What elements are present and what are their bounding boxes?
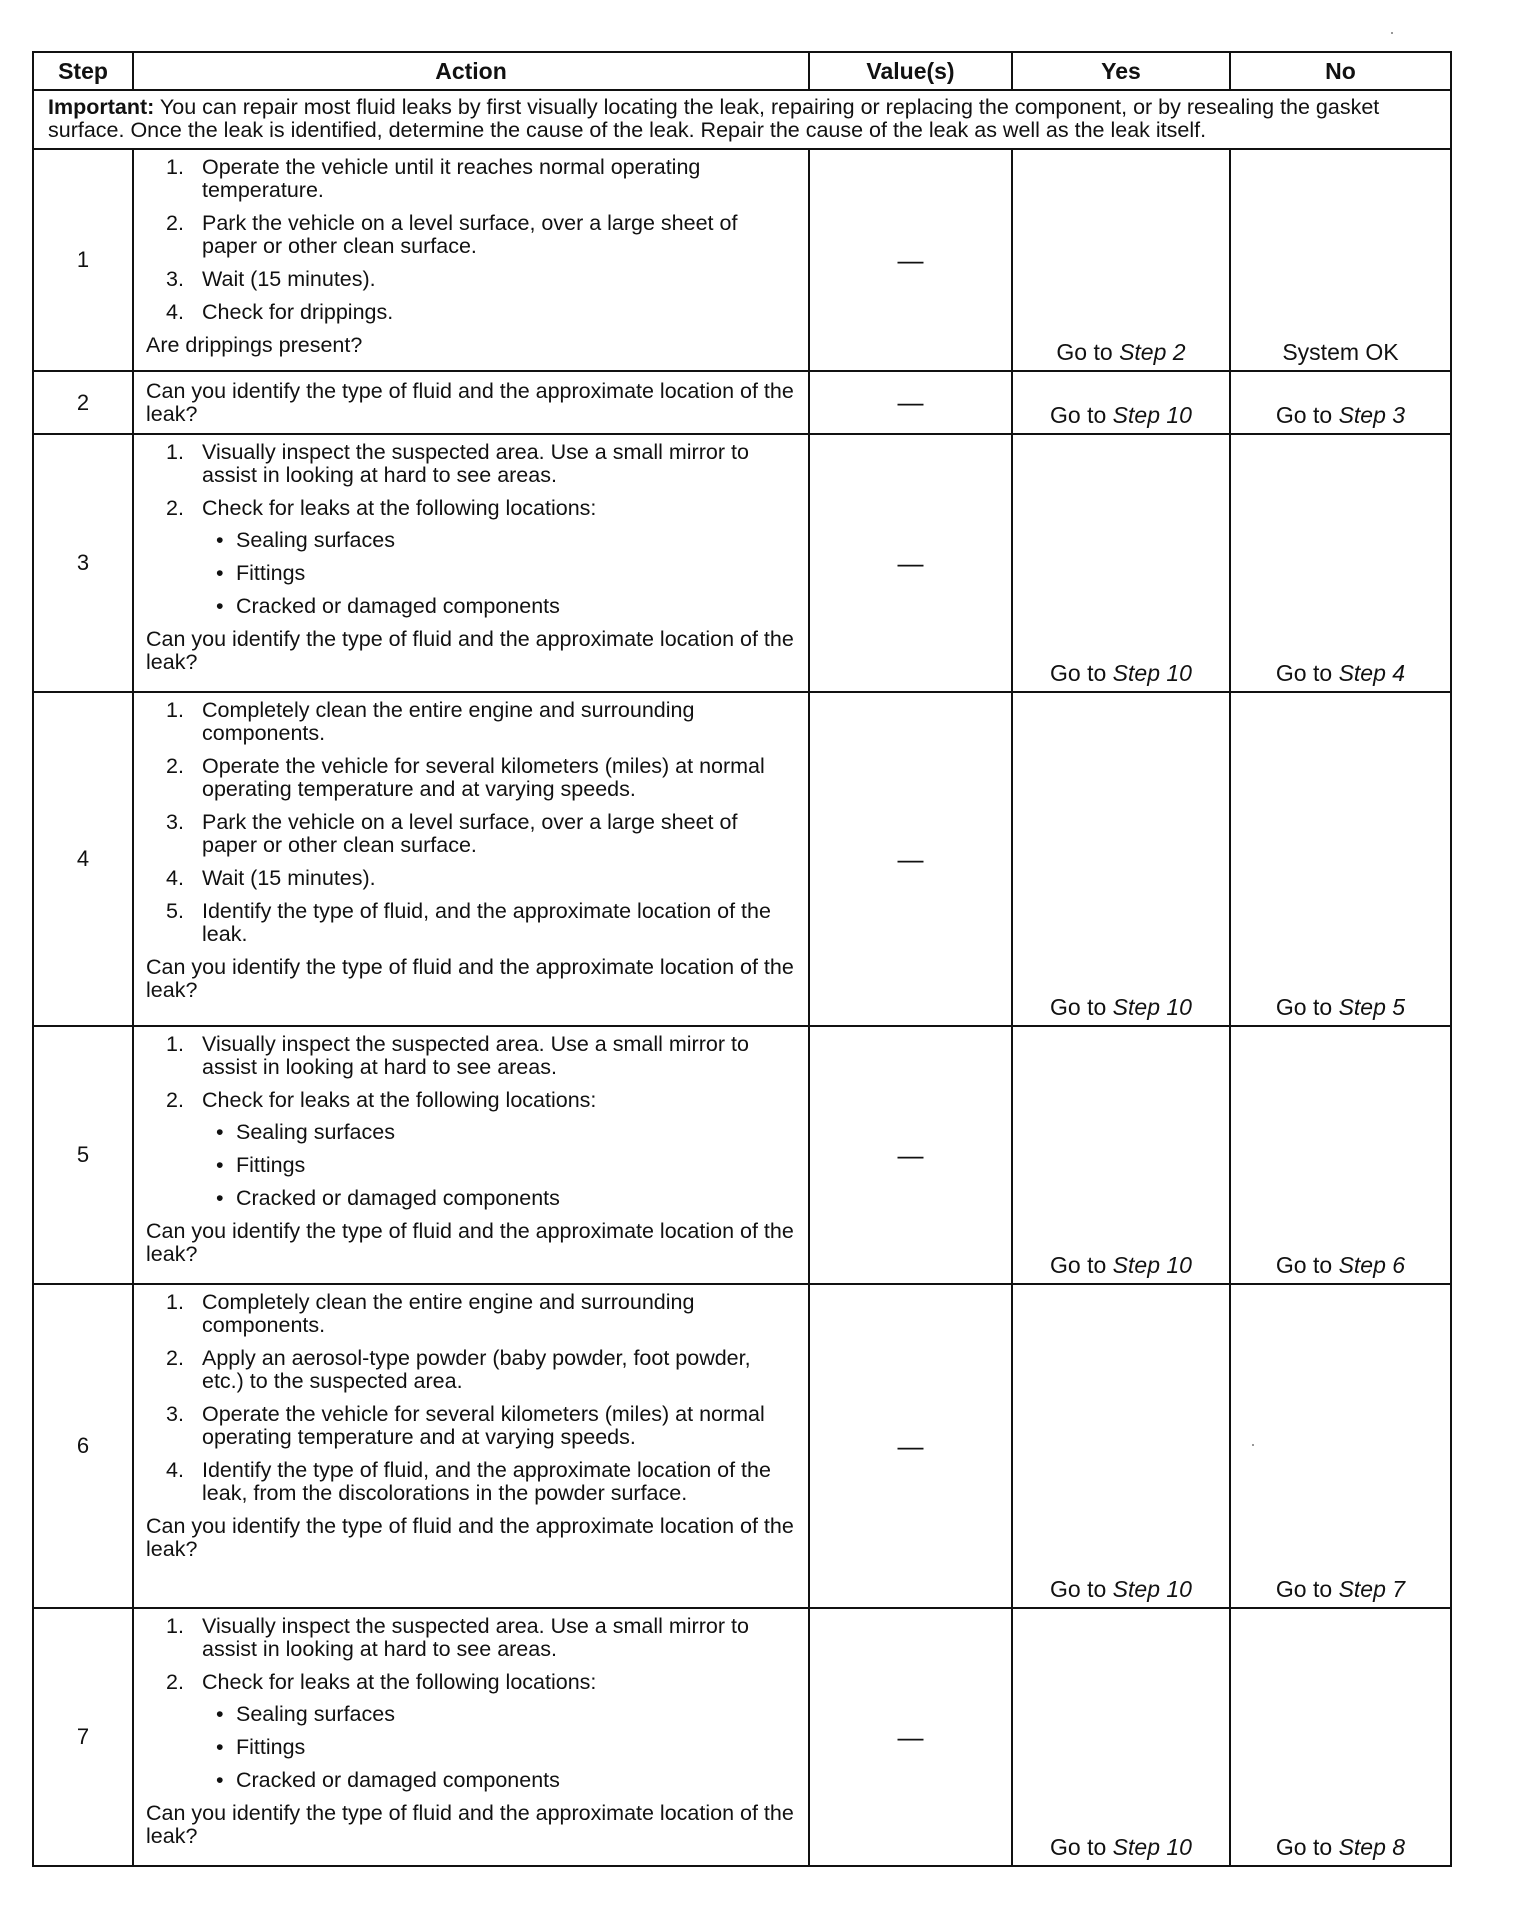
bullet-icon: •	[216, 1153, 224, 1177]
table-row	[33, 1026, 1451, 1284]
action-step-item	[146, 1089, 796, 1210]
location-bullet-item	[202, 1769, 796, 1792]
yes-result-prefix: Go to	[1050, 1834, 1113, 1860]
no-result-step: Step 3	[1338, 402, 1406, 428]
yes-result-cell	[1012, 1608, 1230, 1866]
yes-result-prefix: Go to	[1050, 660, 1113, 686]
value-cell: —	[809, 1608, 1012, 1866]
value-cell: —	[809, 434, 1012, 692]
action-step-number: 2.	[166, 1346, 184, 1370]
action-cell	[133, 149, 809, 371]
header-row	[33, 52, 1451, 90]
header-action: Action	[133, 52, 809, 90]
action-cell	[133, 692, 809, 1026]
step-number: 7	[33, 1608, 133, 1866]
header-yes: Yes	[1012, 52, 1230, 90]
location-bullet-item	[202, 595, 796, 618]
action-step-text: Visually inspect the suspected area. Use a small mirror to assist in looking at hard to see areas.	[202, 1032, 749, 1079]
action-step-number: 2.	[166, 496, 184, 520]
step-number: 4	[33, 692, 133, 1026]
bullet-icon: •	[216, 1186, 224, 1210]
action-step-item	[146, 1403, 796, 1449]
action-step-text: Completely clean the entire engine and surrounding components.	[202, 1290, 695, 1337]
no-result-step: Step 7	[1338, 1576, 1406, 1602]
table-row	[33, 149, 1451, 371]
step-number: 6	[33, 1284, 133, 1608]
step-number: 3	[33, 434, 133, 692]
action-step-item	[146, 1033, 796, 1079]
yes-result-cell	[1012, 1026, 1230, 1284]
action-step-item	[146, 1291, 796, 1337]
action-step-text: Visually inspect the suspected area. Use a small mirror to assist in looking at hard to see areas.	[202, 440, 749, 487]
action-step-number: 2.	[166, 1670, 184, 1694]
decision-question: Can you identify the type of fluid and the approximate location of the leak?	[146, 1219, 794, 1266]
value-cell: —	[809, 371, 1012, 434]
action-step-text: Check for leaks at the following locations:	[202, 1670, 597, 1694]
diagnostic-table	[32, 51, 1452, 1867]
header-step: Step	[33, 52, 133, 90]
action-step-text: Visually inspect the suspected area. Use a small mirror to assist in looking at hard to see areas.	[202, 1614, 749, 1661]
value-cell: —	[809, 1026, 1012, 1284]
header-values: Value(s)	[809, 52, 1012, 90]
no-result-cell	[1230, 1026, 1451, 1284]
no-result-prefix: Go to	[1275, 402, 1339, 428]
action-step-text: Wait (15 minutes).	[202, 866, 376, 890]
no-result-step: Step 8	[1338, 1834, 1406, 1860]
action-step-number: 2.	[166, 211, 184, 235]
location-bullet-text: Cracked or damaged components	[236, 1186, 560, 1210]
yes-result-step: Step 10	[1112, 402, 1192, 428]
action-step-item	[146, 1671, 796, 1792]
bullet-icon: •	[216, 1702, 224, 1726]
action-step-item	[146, 867, 796, 890]
no-result-step: Step 4	[1338, 660, 1406, 686]
location-bullet-item	[202, 1736, 796, 1759]
location-bullet-text: Fittings	[236, 1735, 306, 1759]
action-step-text: Check for leaks at the following locations:	[202, 496, 597, 520]
decision-question: Can you identify the type of fluid and the approximate location of the leak?	[146, 955, 794, 1002]
action-step-item	[146, 212, 796, 258]
yes-result-prefix: Go to	[1056, 339, 1120, 365]
location-bullet-list	[202, 1121, 796, 1210]
action-step-text: Identify the type of fluid, and the approximate location of the leak.	[202, 899, 771, 946]
action-step-text: Operate the vehicle until it reaches normal operating temperature.	[202, 155, 701, 202]
table-row	[33, 1608, 1451, 1866]
location-bullet-text: Fittings	[236, 1153, 306, 1177]
location-bullet-list	[202, 1703, 796, 1792]
action-step-item	[146, 1615, 796, 1661]
action-step-number: 4.	[166, 1458, 184, 1482]
yes-result-cell	[1012, 371, 1230, 434]
yes-result-step: Step 10	[1112, 660, 1192, 686]
action-cell	[133, 1284, 809, 1608]
yes-result-step: Step 10	[1112, 1252, 1192, 1278]
no-result-prefix: System OK	[1282, 339, 1399, 365]
location-bullet-item	[202, 1703, 796, 1726]
step-number: 2	[33, 371, 133, 434]
action-step-text: Identify the type of fluid, and the approximate location of the leak, from the discolorations in the powder surface.	[202, 1458, 771, 1505]
table-row	[33, 371, 1451, 434]
no-result-cell	[1230, 692, 1451, 1026]
decision-question: Can you identify the type of fluid and the approximate location of the leak?	[146, 1801, 794, 1848]
yes-result-prefix: Go to	[1050, 402, 1113, 428]
action-steps-list	[146, 699, 796, 946]
location-bullet-text: Sealing surfaces	[236, 528, 395, 552]
bullet-icon: •	[216, 1735, 224, 1759]
location-bullet-item	[202, 1121, 796, 1144]
yes-result-prefix: Go to	[1050, 1576, 1113, 1602]
action-cell	[133, 1608, 809, 1866]
action-steps-list	[146, 1033, 796, 1210]
scan-speck	[1391, 32, 1393, 34]
bullet-icon: •	[216, 1120, 224, 1144]
action-cell	[133, 1026, 809, 1284]
action-steps-list	[146, 156, 796, 324]
action-step-number: 1.	[166, 698, 184, 722]
diagnostic-table-sheet	[32, 51, 1450, 1867]
decision-question: Can you identify the type of fluid and the approximate location of the leak?	[146, 1514, 794, 1561]
bullet-icon: •	[216, 528, 224, 552]
action-cell	[133, 371, 809, 434]
yes-result-cell	[1012, 692, 1230, 1026]
action-step-text: Operate the vehicle for several kilometers (miles) at normal operating temperature and at varying speeds.	[202, 1402, 765, 1449]
yes-result-prefix: Go to	[1050, 994, 1113, 1020]
no-result-prefix: Go to	[1275, 1834, 1339, 1860]
yes-result-prefix: Go to	[1050, 1252, 1113, 1278]
action-step-number: 1.	[166, 1290, 184, 1314]
table-row	[33, 434, 1451, 692]
value-cell: —	[809, 1284, 1012, 1608]
important-label: Important:	[48, 95, 155, 119]
location-bullet-text: Sealing surfaces	[236, 1702, 395, 1726]
value-cell: —	[809, 692, 1012, 1026]
table-row	[33, 692, 1451, 1026]
yes-result-step: Step 10	[1112, 1834, 1192, 1860]
action-step-text: Operate the vehicle for several kilometers (miles) at normal operating temperature and at varying speeds.	[202, 754, 765, 801]
step-number: 5	[33, 1026, 133, 1284]
bullet-icon: •	[216, 561, 224, 585]
important-note-row	[33, 90, 1451, 149]
action-step-item	[146, 811, 796, 857]
action-cell	[133, 434, 809, 692]
yes-result-cell	[1012, 149, 1230, 371]
location-bullet-item	[202, 529, 796, 552]
action-step-number: 3.	[166, 267, 184, 291]
step-number: 1	[33, 149, 133, 371]
action-step-text: Park the vehicle on a level surface, over a large sheet of paper or other clean surface.	[202, 211, 738, 258]
action-step-number: 1.	[166, 155, 184, 179]
action-step-item	[146, 1347, 796, 1393]
action-step-item	[146, 268, 796, 291]
action-step-text: Completely clean the entire engine and surrounding components.	[202, 698, 695, 745]
action-step-item	[146, 699, 796, 745]
yes-result-step: Step 10	[1112, 1576, 1192, 1602]
action-step-number: 4.	[166, 866, 184, 890]
action-step-item	[146, 755, 796, 801]
header-no: No	[1230, 52, 1451, 90]
yes-result-step: Step 10	[1112, 994, 1192, 1020]
action-step-number: 5.	[166, 899, 184, 923]
action-step-text: Check for drippings.	[202, 300, 394, 324]
important-note	[33, 90, 1451, 149]
table-row	[33, 1284, 1451, 1608]
action-step-text: Park the vehicle on a level surface, over a large sheet of paper or other clean surface.	[202, 810, 738, 857]
important-text: You can repair most fluid leaks by first visually locating the leak, repairing or replacing the component, or by resealing the gasket surface. Once the leak is identified, determine the cause of the leak. Repair the cause of the leak as well as the leak itself.	[48, 95, 1380, 142]
no-result-prefix: Go to	[1275, 1252, 1339, 1278]
decision-question: Can you identify the type of fluid and the approximate location of the leak?	[146, 627, 794, 674]
no-result-cell	[1230, 149, 1451, 371]
location-bullet-text: Sealing surfaces	[236, 1120, 395, 1144]
location-bullet-item	[202, 1187, 796, 1210]
action-step-number: 1.	[166, 1614, 184, 1638]
no-result-cell	[1230, 434, 1451, 692]
action-step-item	[146, 441, 796, 487]
action-step-number: 3.	[166, 810, 184, 834]
no-result-prefix: Go to	[1275, 1576, 1339, 1602]
no-result-prefix: Go to	[1275, 994, 1339, 1020]
location-bullet-item	[202, 1154, 796, 1177]
yes-result-cell	[1012, 434, 1230, 692]
decision-question: Are drippings present?	[146, 333, 363, 357]
action-step-number: 3.	[166, 1402, 184, 1426]
action-step-number: 1.	[166, 1032, 184, 1056]
action-steps-list	[146, 1615, 796, 1792]
action-step-text: Wait (15 minutes).	[202, 267, 376, 291]
location-bullet-text: Cracked or damaged components	[236, 594, 560, 618]
no-result-cell	[1230, 371, 1451, 434]
action-step-text: Check for leaks at the following locations:	[202, 1088, 597, 1112]
action-step-number: 2.	[166, 1088, 184, 1112]
action-step-item	[146, 1459, 796, 1505]
value-cell: —	[809, 149, 1012, 371]
action-steps-list	[146, 1291, 796, 1505]
yes-result-step: Step 2	[1119, 339, 1186, 365]
location-bullet-text: Cracked or damaged components	[236, 1768, 560, 1792]
bullet-icon: •	[216, 1768, 224, 1792]
location-bullet-text: Fittings	[236, 561, 306, 585]
no-result-step: Step 6	[1338, 1252, 1406, 1278]
bullet-icon: •	[216, 594, 224, 618]
scan-speck	[1252, 1444, 1254, 1446]
action-step-item	[146, 497, 796, 618]
no-result-cell	[1230, 1608, 1451, 1866]
action-step-text: Apply an aerosol-type powder (baby powder, foot powder, etc.) to the suspected area.	[202, 1346, 751, 1393]
location-bullet-item	[202, 562, 796, 585]
action-step-number: 1.	[166, 440, 184, 464]
action-steps-list	[146, 441, 796, 618]
location-bullet-list	[202, 529, 796, 618]
action-step-item	[146, 156, 796, 202]
no-result-step: Step 5	[1338, 994, 1406, 1020]
action-step-item	[146, 301, 796, 324]
no-result-prefix: Go to	[1275, 660, 1339, 686]
no-result-cell	[1230, 1284, 1451, 1608]
action-step-item	[146, 900, 796, 946]
decision-question: Can you identify the type of fluid and the approximate location of the leak?	[146, 379, 794, 426]
action-step-number: 4.	[166, 300, 184, 324]
action-step-number: 2.	[166, 754, 184, 778]
yes-result-cell	[1012, 1284, 1230, 1608]
